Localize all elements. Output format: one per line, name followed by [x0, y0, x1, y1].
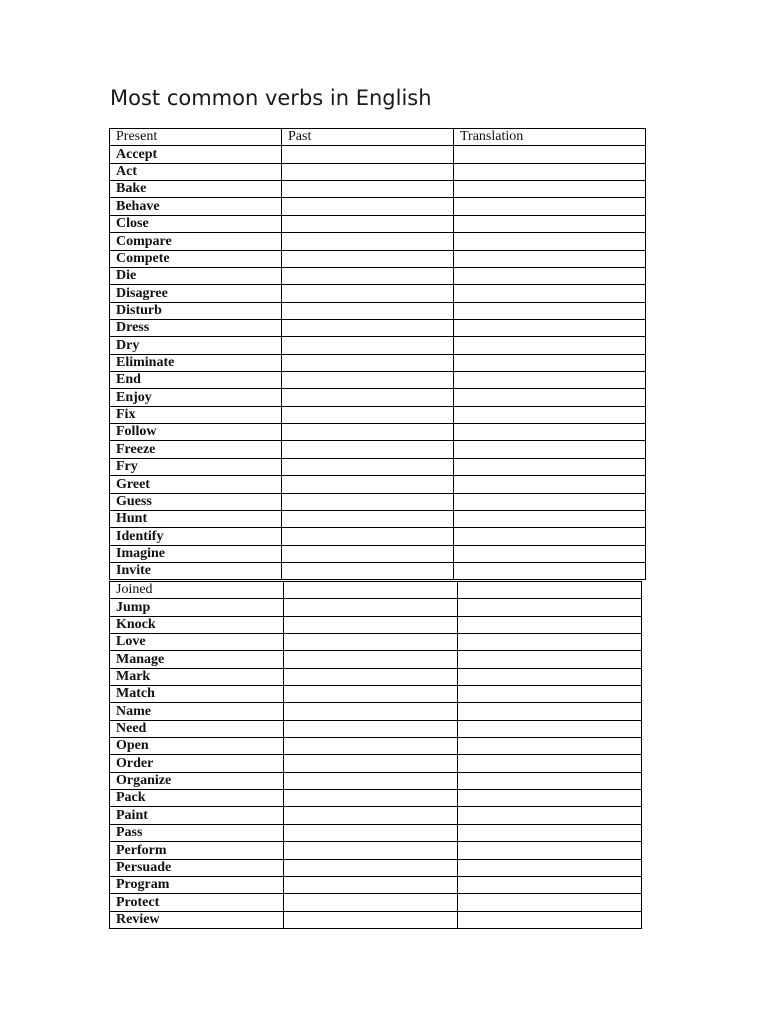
- table-row: [110, 181, 646, 198]
- present-verb-cell: Persuade: [110, 859, 284, 876]
- table-row: [110, 337, 646, 354]
- past-answer-cell: [282, 302, 454, 319]
- past-answer-cell: [284, 582, 458, 599]
- table-row: [110, 703, 642, 720]
- table-row: [110, 686, 642, 703]
- present-verb-cell: Match: [110, 686, 284, 703]
- translation-answer-cell: [454, 250, 646, 267]
- present-verb-cell: Need: [110, 720, 284, 737]
- present-verb-cell: Imagine: [110, 545, 282, 562]
- translation-answer-cell: [454, 267, 646, 284]
- table-row: [110, 285, 646, 302]
- translation-answer-cell: [454, 233, 646, 250]
- present-verb-cell: Fix: [110, 406, 282, 423]
- table-row: [110, 233, 646, 250]
- translation-answer-cell: [454, 458, 646, 475]
- translation-answer-cell: [458, 738, 642, 755]
- past-answer-cell: [282, 406, 454, 423]
- present-verb-cell: Name: [110, 703, 284, 720]
- present-verb-cell: Knock: [110, 616, 284, 633]
- present-verb-cell: Review: [110, 911, 284, 928]
- present-verb-cell: Perform: [110, 842, 284, 859]
- present-verb-cell: Love: [110, 634, 284, 651]
- past-answer-cell: [282, 198, 454, 215]
- translation-answer-cell: [458, 720, 642, 737]
- past-answer-cell: [284, 703, 458, 720]
- present-verb-cell: Guess: [110, 493, 282, 510]
- past-answer-cell: [282, 233, 454, 250]
- table-row: [110, 911, 642, 928]
- translation-answer-cell: [454, 319, 646, 336]
- past-answer-cell: [284, 790, 458, 807]
- page-title: Most common verbs in English: [110, 86, 432, 110]
- table-row: [110, 319, 646, 336]
- translation-answer-cell: [454, 354, 646, 371]
- header-translation: Translation: [454, 129, 646, 146]
- table-row: [110, 772, 642, 789]
- past-answer-cell: [284, 738, 458, 755]
- translation-answer-cell: [458, 859, 642, 876]
- table-row: [110, 406, 646, 423]
- translation-answer-cell: [454, 389, 646, 406]
- past-answer-cell: [284, 720, 458, 737]
- past-answer-cell: [282, 493, 454, 510]
- present-verb-cell: Pack: [110, 790, 284, 807]
- present-verb-cell: Order: [110, 755, 284, 772]
- past-answer-cell: [282, 337, 454, 354]
- translation-answer-cell: [454, 493, 646, 510]
- present-verb-cell: Program: [110, 876, 284, 893]
- past-answer-cell: [284, 911, 458, 928]
- past-answer-cell: [284, 894, 458, 911]
- translation-answer-cell: [458, 894, 642, 911]
- present-verb-cell: Bake: [110, 181, 282, 198]
- table-row: [110, 163, 646, 180]
- past-answer-cell: [282, 285, 454, 302]
- translation-answer-cell: [454, 441, 646, 458]
- present-verb-cell: Joined: [110, 582, 284, 599]
- past-answer-cell: [282, 215, 454, 232]
- past-answer-cell: [284, 807, 458, 824]
- table-row: [110, 528, 646, 545]
- present-verb-cell: Identify: [110, 528, 282, 545]
- table-row: [110, 634, 642, 651]
- past-answer-cell: [282, 372, 454, 389]
- past-answer-cell: [284, 824, 458, 841]
- table-row: [110, 824, 642, 841]
- header-past: Past: [282, 129, 454, 146]
- present-verb-cell: Accept: [110, 146, 282, 163]
- table-row: [110, 510, 646, 527]
- translation-answer-cell: [454, 545, 646, 562]
- past-answer-cell: [282, 510, 454, 527]
- translation-answer-cell: [458, 842, 642, 859]
- translation-answer-cell: [454, 476, 646, 493]
- present-verb-cell: Open: [110, 738, 284, 755]
- table-row: [110, 372, 646, 389]
- past-answer-cell: [284, 772, 458, 789]
- table-row: [110, 354, 646, 371]
- translation-answer-cell: [458, 911, 642, 928]
- past-answer-cell: [284, 616, 458, 633]
- past-answer-cell: [284, 668, 458, 685]
- translation-answer-cell: [458, 599, 642, 616]
- present-verb-cell: Freeze: [110, 441, 282, 458]
- translation-answer-cell: [454, 285, 646, 302]
- table-row: [110, 790, 642, 807]
- present-verb-cell: Disturb: [110, 302, 282, 319]
- table-row: [110, 720, 642, 737]
- table-row: [110, 267, 646, 284]
- past-answer-cell: [282, 163, 454, 180]
- table-row: [110, 198, 646, 215]
- past-answer-cell: [284, 634, 458, 651]
- translation-answer-cell: [458, 824, 642, 841]
- past-answer-cell: [282, 354, 454, 371]
- past-answer-cell: [282, 181, 454, 198]
- present-verb-cell: Mark: [110, 668, 284, 685]
- present-verb-cell: Pass: [110, 824, 284, 841]
- verb-table-part-2: [109, 581, 642, 929]
- past-answer-cell: [284, 651, 458, 668]
- table-row: [110, 894, 642, 911]
- past-answer-cell: [282, 319, 454, 336]
- table-row: [110, 441, 646, 458]
- past-answer-cell: [282, 562, 454, 579]
- present-verb-cell: Dry: [110, 337, 282, 354]
- translation-answer-cell: [454, 302, 646, 319]
- translation-answer-cell: [458, 686, 642, 703]
- translation-answer-cell: [458, 755, 642, 772]
- translation-answer-cell: [458, 790, 642, 807]
- translation-answer-cell: [458, 668, 642, 685]
- present-verb-cell: Compete: [110, 250, 282, 267]
- present-verb-cell: Protect: [110, 894, 284, 911]
- translation-answer-cell: [454, 528, 646, 545]
- present-verb-cell: Greet: [110, 476, 282, 493]
- translation-answer-cell: [454, 337, 646, 354]
- table-row: [110, 651, 642, 668]
- table-row: [110, 458, 646, 475]
- translation-answer-cell: [454, 181, 646, 198]
- past-answer-cell: [282, 267, 454, 284]
- table-row: [110, 859, 642, 876]
- table-row: [110, 545, 646, 562]
- present-verb-cell: Fry: [110, 458, 282, 475]
- translation-answer-cell: [454, 406, 646, 423]
- table-row: [110, 146, 646, 163]
- translation-answer-cell: [458, 651, 642, 668]
- translation-answer-cell: [454, 372, 646, 389]
- present-verb-cell: Paint: [110, 807, 284, 824]
- present-verb-cell: Organize: [110, 772, 284, 789]
- table-header-row: [110, 129, 646, 146]
- present-verb-cell: Eliminate: [110, 354, 282, 371]
- translation-answer-cell: [454, 562, 646, 579]
- table-row: [110, 668, 642, 685]
- table-row: [110, 807, 642, 824]
- present-verb-cell: Behave: [110, 198, 282, 215]
- past-answer-cell: [284, 599, 458, 616]
- past-answer-cell: [284, 755, 458, 772]
- table-row: [110, 842, 642, 859]
- translation-answer-cell: [454, 163, 646, 180]
- present-verb-cell: Jump: [110, 599, 284, 616]
- present-verb-cell: Follow: [110, 424, 282, 441]
- past-answer-cell: [284, 686, 458, 703]
- table-row: [110, 493, 646, 510]
- past-answer-cell: [284, 842, 458, 859]
- present-verb-cell: Enjoy: [110, 389, 282, 406]
- table-row: [110, 562, 646, 579]
- table-row: [110, 302, 646, 319]
- present-verb-cell: Hunt: [110, 510, 282, 527]
- present-verb-cell: Invite: [110, 562, 282, 579]
- present-verb-cell: Close: [110, 215, 282, 232]
- past-answer-cell: [282, 441, 454, 458]
- table-row: [110, 738, 642, 755]
- table-row: [110, 755, 642, 772]
- table-row: [110, 389, 646, 406]
- table-row: [110, 876, 642, 893]
- translation-answer-cell: [454, 146, 646, 163]
- past-answer-cell: [282, 528, 454, 545]
- table-row: [110, 599, 642, 616]
- present-verb-cell: Disagree: [110, 285, 282, 302]
- translation-answer-cell: [458, 703, 642, 720]
- past-answer-cell: [282, 389, 454, 406]
- translation-answer-cell: [454, 424, 646, 441]
- table-row: [110, 250, 646, 267]
- past-answer-cell: [282, 476, 454, 493]
- table-row: [110, 582, 642, 599]
- table-row: [110, 424, 646, 441]
- present-verb-cell: Manage: [110, 651, 284, 668]
- past-answer-cell: [282, 424, 454, 441]
- present-verb-cell: Dress: [110, 319, 282, 336]
- table-row: [110, 476, 646, 493]
- translation-answer-cell: [458, 772, 642, 789]
- verb-table-part-1: [109, 128, 646, 580]
- translation-answer-cell: [458, 616, 642, 633]
- present-verb-cell: Die: [110, 267, 282, 284]
- present-verb-cell: End: [110, 372, 282, 389]
- translation-answer-cell: [454, 215, 646, 232]
- present-verb-cell: Compare: [110, 233, 282, 250]
- past-answer-cell: [282, 250, 454, 267]
- translation-answer-cell: [458, 634, 642, 651]
- past-answer-cell: [282, 545, 454, 562]
- past-answer-cell: [282, 146, 454, 163]
- translation-answer-cell: [458, 582, 642, 599]
- present-verb-cell: Act: [110, 163, 282, 180]
- header-present: Present: [110, 129, 282, 146]
- translation-answer-cell: [458, 876, 642, 893]
- translation-answer-cell: [454, 510, 646, 527]
- table-row: [110, 215, 646, 232]
- past-answer-cell: [282, 458, 454, 475]
- translation-answer-cell: [458, 807, 642, 824]
- table-row: [110, 616, 642, 633]
- past-answer-cell: [284, 876, 458, 893]
- past-answer-cell: [284, 859, 458, 876]
- translation-answer-cell: [454, 198, 646, 215]
